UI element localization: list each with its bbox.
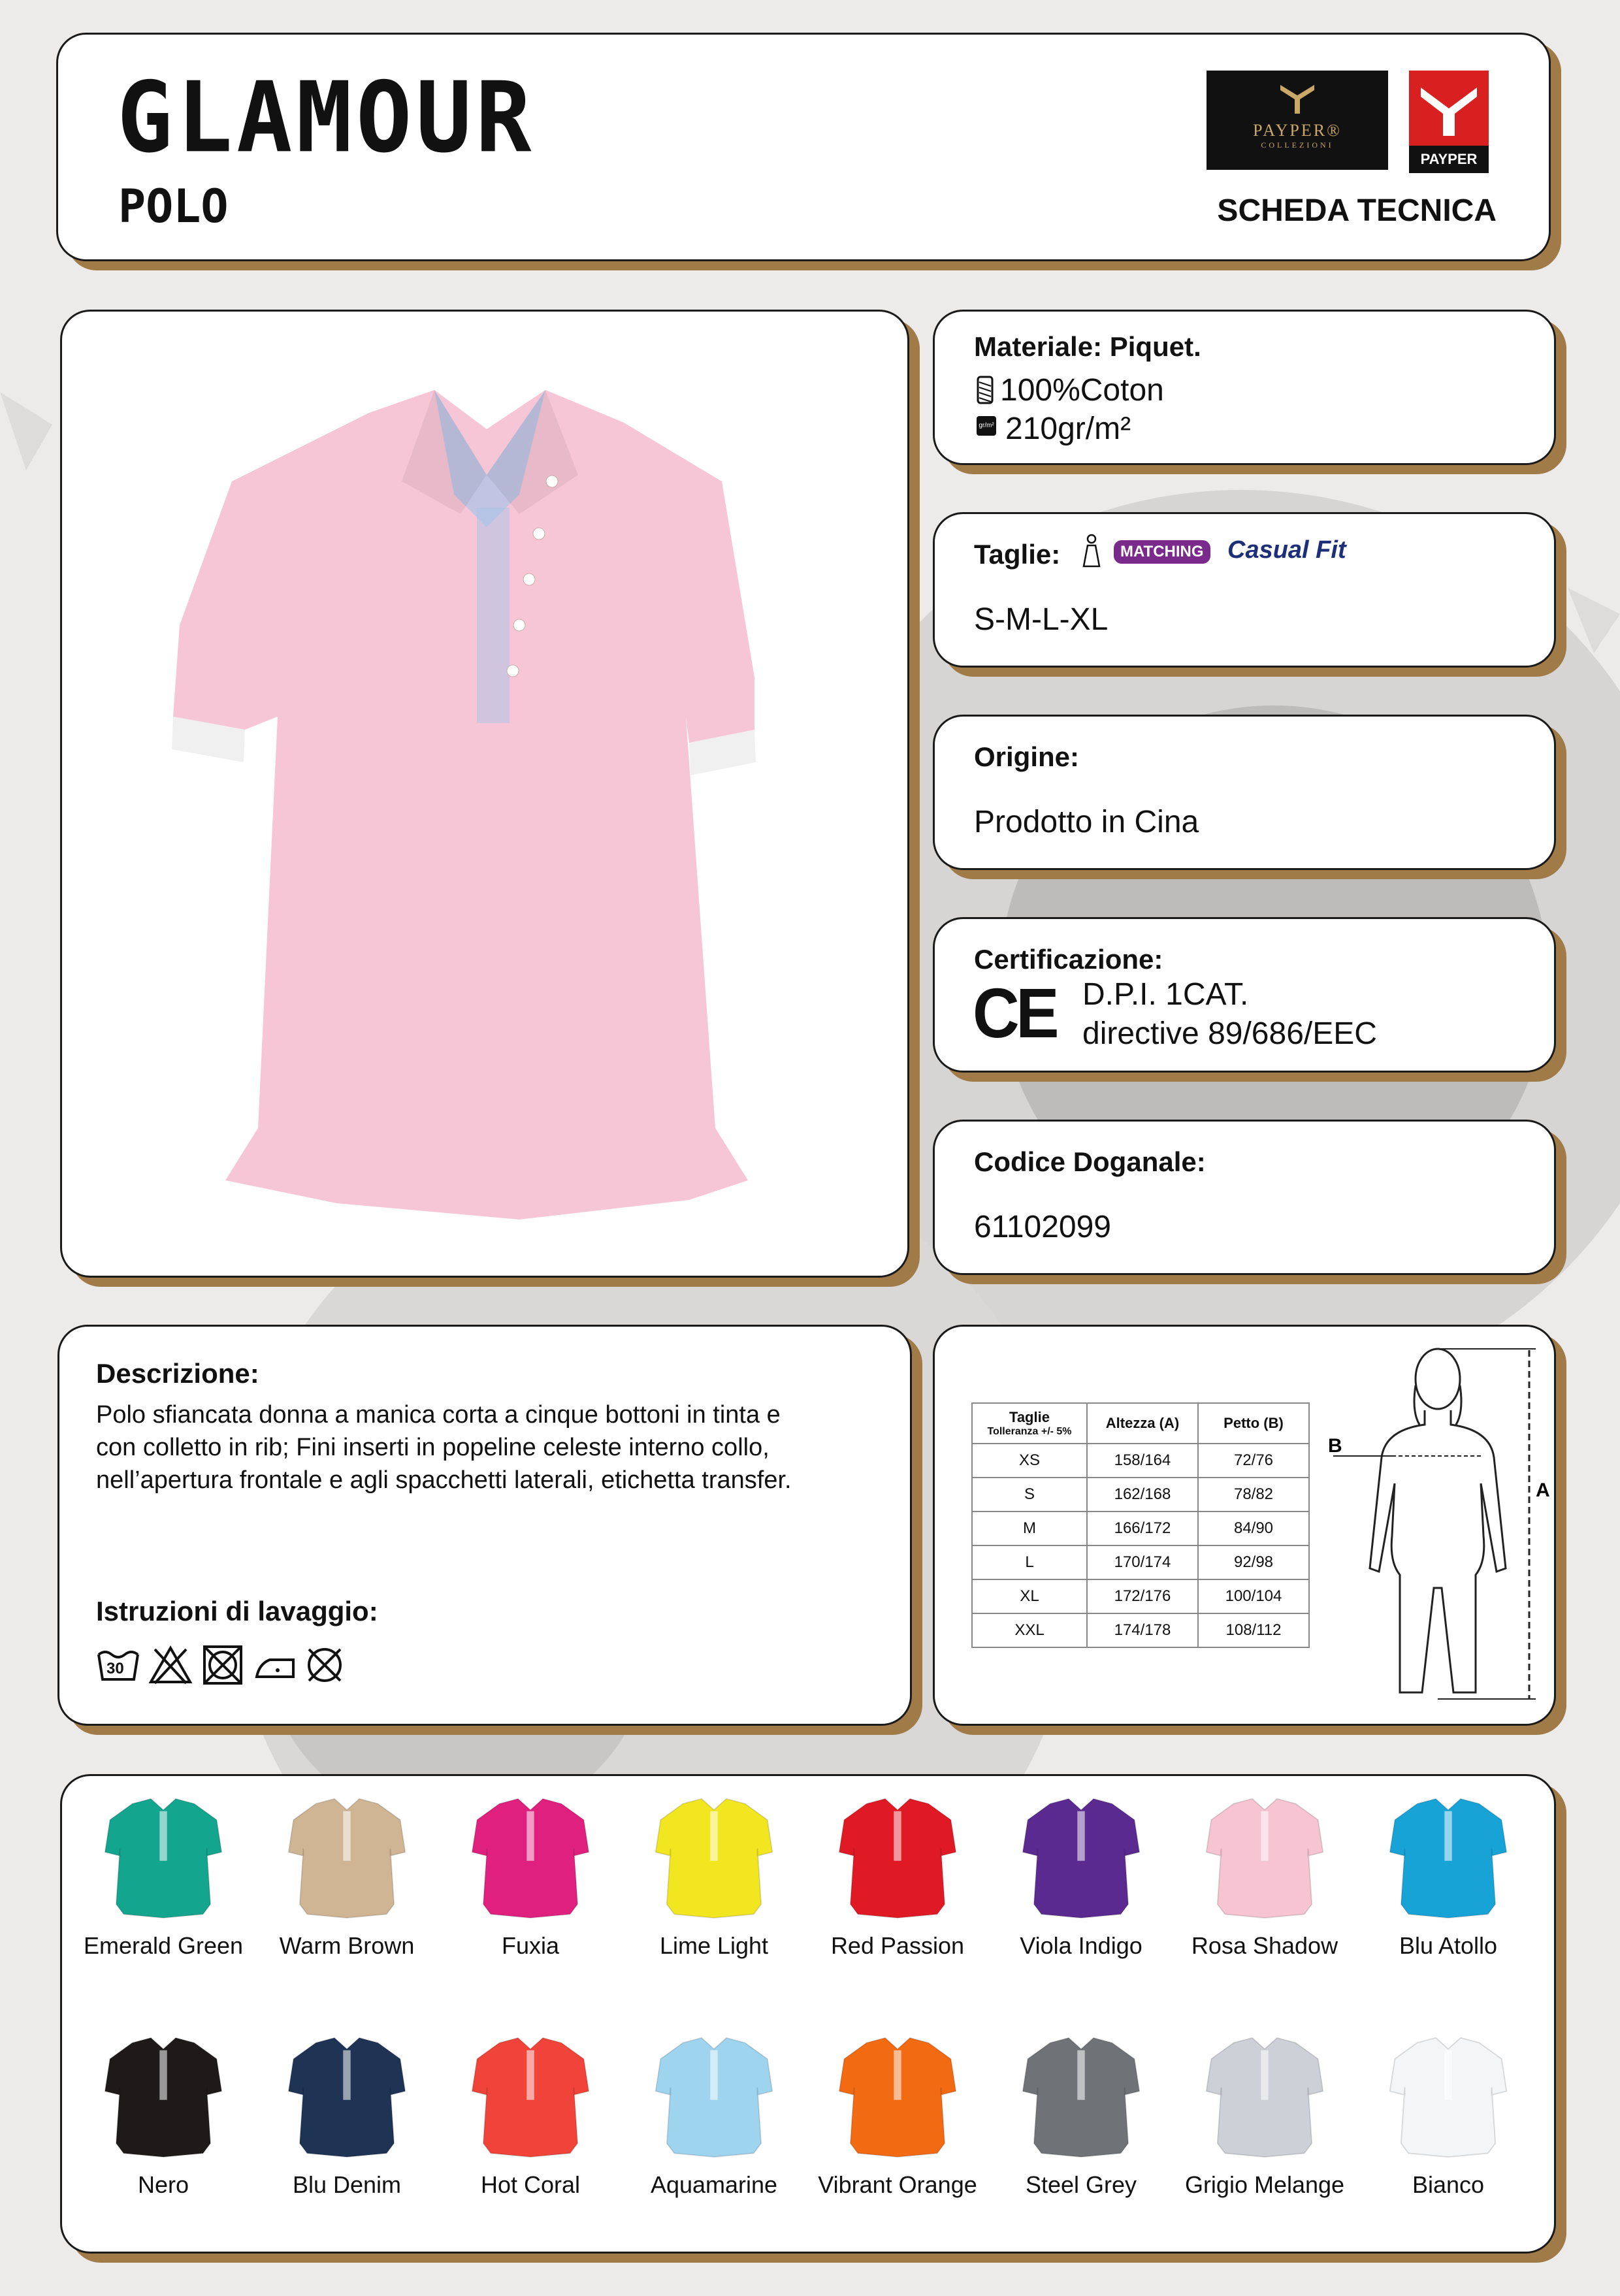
table-row: [972, 1478, 1309, 1512]
height-header: Altezza (A): [1087, 1403, 1198, 1444]
polo-placket: [1261, 2050, 1268, 2100]
polo-placket: [159, 2050, 167, 2100]
polo-color-icon: [1203, 2028, 1327, 2165]
table-row: [972, 1444, 1309, 1478]
fabric-weight-icon: gr/m²: [977, 416, 996, 436]
color-swatch: [1360, 2028, 1536, 2199]
chest-cell: 108/112: [1198, 1613, 1309, 1647]
polo-color-icon: [835, 1789, 960, 1926]
polo-placket: [1444, 2050, 1451, 2100]
description-line: nell’apertura frontale e agli spacchetti laterali, etichetta transfer.: [96, 1466, 792, 1494]
material-composition: 100%Coton: [1000, 373, 1164, 408]
color-name: Warm Brown: [279, 1932, 415, 1959]
wash-temperature: 30: [106, 1660, 124, 1677]
no-tumble-dry-icon: [201, 1643, 245, 1687]
description-line: con colletto in rib; Fini inserti in popeline celeste interno collo,: [96, 1434, 770, 1461]
label-b: B: [1328, 1435, 1342, 1457]
size-chart-panel: [933, 1325, 1556, 1726]
color-swatch: [809, 1789, 986, 1960]
wash-instructions-label: Istruzioni di lavaggio:: [96, 1596, 378, 1626]
certification-label: Certificazione:: [974, 944, 1163, 975]
description-line: Polo sfiancata donna a manica corta a cinque bottoni in tinta e: [96, 1401, 781, 1429]
header-panel: [56, 33, 1551, 261]
polo-color-icon: [101, 1789, 225, 1926]
chest-cell: 84/90: [1198, 1512, 1309, 1545]
logo-side-text: PAYPER: [1409, 146, 1489, 173]
no-dry-clean-icon: [302, 1643, 347, 1687]
product-type: POLO: [118, 180, 229, 233]
product-title: GLAMOUR: [117, 61, 536, 175]
polo-placket: [526, 2050, 534, 2100]
origin-panel: [933, 715, 1556, 870]
certification-line-1: D.P.I. 1CAT.: [1082, 977, 1249, 1012]
polo-color-icon: [835, 2028, 960, 2165]
no-bleach-icon: [148, 1643, 193, 1687]
color-swatch: [442, 2028, 619, 2199]
polo-color-icon: [285, 1789, 409, 1926]
document-type: SCHEDA TECNICA: [1217, 193, 1497, 228]
polo-placket: [710, 1811, 717, 1861]
certification-panel: [933, 917, 1556, 1073]
size-cell: XXL: [972, 1613, 1087, 1647]
size-cell: XS: [972, 1444, 1087, 1478]
body-measurement-diagram: [1327, 1340, 1555, 1719]
ce-mark-icon: CE: [973, 973, 1056, 1052]
size-header: Taglie Tolleranza +/- 5%: [972, 1403, 1087, 1444]
wash-icons: [96, 1643, 331, 1689]
polo-color-icon: [652, 2028, 776, 2165]
chest-cell: 78/82: [1198, 1478, 1309, 1512]
polo-placket: [1444, 1811, 1451, 1861]
polo-color-icon: [1386, 2028, 1510, 2165]
height-cell: 174/178: [1087, 1613, 1198, 1647]
polo-placket: [710, 2050, 717, 2100]
height-cell: 166/172: [1087, 1512, 1198, 1545]
size-table: [971, 1402, 1310, 1648]
polo-color-icon: [1019, 1789, 1143, 1926]
polo-color-icon: [652, 1789, 776, 1926]
color-name: Rosa Shadow: [1191, 1932, 1338, 1959]
color-name: Emerald Green: [83, 1932, 244, 1959]
casual-fit-label: Casual Fit: [1227, 536, 1346, 564]
description-panel: [57, 1325, 912, 1726]
polo-placket: [1261, 1811, 1268, 1861]
material-label: Materiale: Piquet.: [974, 331, 1201, 362]
color-swatch: [1176, 1789, 1353, 1960]
matching-badge: MATCHING: [1114, 540, 1210, 564]
polo-placket: [343, 2050, 350, 2100]
color-swatch: [75, 2028, 251, 2199]
origin-label: Origine:: [974, 741, 1080, 772]
color-name: Lime Light: [659, 1932, 769, 1959]
color-name: Hot Coral: [480, 2171, 581, 2198]
origin-value: Prodotto in Cina: [974, 805, 1199, 839]
polo-color-icon: [468, 2028, 592, 2165]
size-range: S-M-L-XL: [974, 602, 1109, 637]
height-cell: 172/176: [1087, 1579, 1198, 1613]
polo-color-icon: [285, 2028, 409, 2165]
color-swatch: [626, 2028, 802, 2199]
polo-placket: [1077, 1811, 1084, 1861]
iron-low-icon: [253, 1643, 297, 1687]
product-photo-panel: [60, 310, 909, 1278]
payper-emblem-icon: [1278, 78, 1317, 118]
color-swatch: [809, 2028, 986, 2199]
payper-y-icon: [1409, 71, 1489, 142]
color-swatch: [75, 1789, 251, 1960]
color-name: Aquamarine: [650, 2171, 778, 2198]
sizes-label: Taglie:: [974, 539, 1061, 570]
polo-placket: [343, 1811, 350, 1861]
color-swatch: [1360, 1789, 1536, 1960]
size-table-header: [972, 1403, 1309, 1444]
color-name: Red Passion: [830, 1932, 965, 1959]
color-name: Vibrant Orange: [818, 2171, 977, 2198]
polo-placket: [159, 1811, 167, 1861]
color-name: Fuxia: [501, 1932, 560, 1959]
color-name: Viola Indigo: [1020, 1932, 1142, 1959]
color-name: Nero: [137, 2171, 189, 2198]
chest-cell: 72/76: [1198, 1444, 1309, 1478]
size-cell: M: [972, 1512, 1087, 1545]
height-cell: 170/174: [1087, 1545, 1198, 1579]
chest-header: Petto (B): [1198, 1403, 1309, 1444]
customs-code-panel: [933, 1120, 1556, 1275]
customs-code-label: Codice Doganale:: [974, 1146, 1206, 1177]
color-swatch: [626, 1789, 802, 1960]
certification-line-2: directive 89/686/EEC: [1082, 1016, 1377, 1051]
chest-cell: 100/104: [1198, 1579, 1309, 1613]
color-swatch: [259, 1789, 435, 1960]
color-name: Blu Atollo: [1399, 1932, 1498, 1959]
table-row: [972, 1512, 1309, 1545]
table-row: [972, 1579, 1309, 1613]
label-a: A: [1536, 1479, 1550, 1501]
logo-main-text: PAYPER®: [1253, 121, 1342, 140]
polo-placket: [526, 1811, 534, 1861]
payper-collezioni-logo: [1207, 71, 1388, 170]
polo-color-icon: [1019, 2028, 1143, 2165]
polo-placket: [894, 1811, 901, 1861]
logo-sub-text: COLLEZIONI: [1261, 140, 1334, 150]
color-swatch: [442, 1789, 619, 1960]
color-swatch: [993, 2028, 1169, 2199]
polo-color-icon: [1203, 1789, 1327, 1926]
size-cell: S: [972, 1478, 1087, 1512]
payper-logo: [1409, 71, 1489, 170]
color-name: Bianco: [1412, 2171, 1485, 2198]
color-swatch: [259, 2028, 435, 2199]
color-swatches-panel: [60, 1774, 1556, 2254]
height-cell: 162/168: [1087, 1478, 1198, 1512]
color-swatch: [1176, 2028, 1353, 2199]
table-row: [972, 1545, 1309, 1579]
fabric-spool-icon: [977, 376, 994, 404]
table-row: [972, 1613, 1309, 1647]
description-text: [96, 1399, 792, 1496]
material-panel: [933, 310, 1556, 465]
size-cell: XL: [972, 1579, 1087, 1613]
polo-color-icon: [101, 2028, 225, 2165]
description-label: Descrizione:: [96, 1358, 259, 1389]
chest-cell: 92/98: [1198, 1545, 1309, 1579]
pink-polo-image: [62, 312, 909, 1278]
color-name: Blu Denim: [292, 2171, 402, 2198]
polo-color-icon: [468, 1789, 592, 1926]
height-cell: 158/164: [1087, 1444, 1198, 1478]
customs-code-value: 61102099: [974, 1210, 1111, 1244]
polo-placket: [1077, 2050, 1084, 2100]
sizes-panel: [933, 512, 1556, 668]
size-cell: L: [972, 1545, 1087, 1579]
color-swatch: [993, 1789, 1169, 1960]
female-silhouette-icon: [1080, 534, 1103, 570]
polo-placket: [894, 2050, 901, 2100]
color-name: Steel Grey: [1025, 2171, 1137, 2198]
material-weight: 210gr/m²: [1005, 412, 1131, 446]
color-name: Grigio Melange: [1184, 2171, 1345, 2198]
polo-color-icon: [1386, 1789, 1510, 1926]
